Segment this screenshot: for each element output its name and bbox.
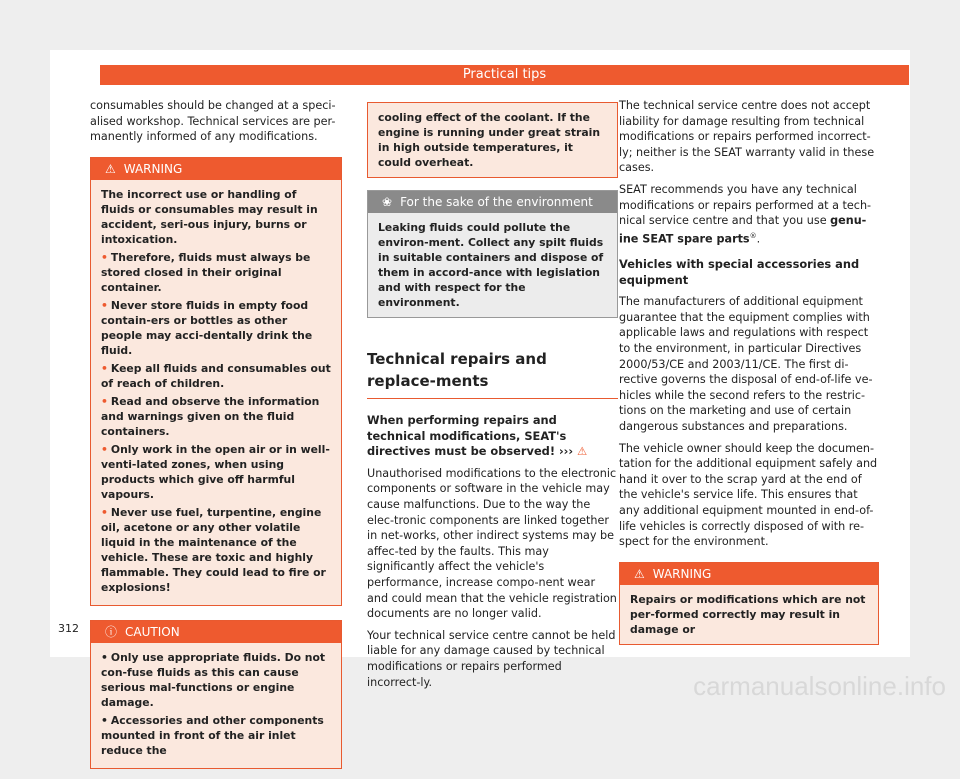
paragraph: Your technical service centre cannot be held liable for any damage caused by technical modifications or repairs performed incorrect-ly. bbox=[367, 628, 616, 689]
warning-lead: The incorrect use or handling of fluids or consumables may result in accident, seri-ous injury, burns or intoxication. bbox=[101, 187, 318, 246]
info-circle-icon: ⓘ bbox=[105, 624, 118, 639]
warning-item: • Only work in the open air or in well-venti-lated zones, when using products which give off harmful vapours. bbox=[101, 442, 330, 501]
paragraph: SEAT recommends you have any technical modifications or repairs performed at a tech-nical service centre and that you use genu-ine SEAT spare parts®. bbox=[619, 182, 872, 246]
watermark: carmanualsonline.info bbox=[693, 671, 946, 701]
warning-item: • Read and observe the information and warnings given on the fluid containers. bbox=[101, 394, 320, 438]
section-subheading: When performing repairs and technical modifications, SEAT's directives must be observed! ››› ⚠ bbox=[367, 413, 588, 459]
warning-triangle-icon: ⚠ bbox=[577, 444, 588, 459]
flower-icon: ❀ bbox=[382, 195, 393, 209]
column-2 bbox=[367, 102, 618, 696]
warning-label: WARNING bbox=[652, 566, 712, 581]
warning-triangle-icon: ⚠ bbox=[105, 161, 116, 176]
warning-item: • Never store fluids in empty food contain-ers or bottles as other people may acci-dentally drink the fluid. bbox=[101, 298, 313, 357]
paragraph: Unauthorised modifications to the electronic components or software in the vehicle may cause malfunctions. Due to the way the elec-tronic components are linked together in net-works, other indirect systems may be affec-ted by the faults. This may significantly affect the vehicle's performance, increase compo-nent wear and could mean that the vehicle registration documents are no longer valid. bbox=[367, 466, 617, 621]
warning-body bbox=[91, 180, 341, 605]
caution-item: • Accessories and other components mounted in front of the air inlet reduce the bbox=[101, 713, 324, 757]
column-3 bbox=[619, 98, 879, 655]
caution-continued-body: cooling effect of the coolant. If the engine is running under great strain in high outside temperatures, it could overheat. bbox=[368, 103, 617, 177]
environment-label: For the sake of the environment bbox=[400, 195, 593, 209]
warning-item: • Never use fuel, turpentine, engine oil, acetone or any other volatile liquid in the maintenance of the vehicle. These are toxic and highly flammable. They could lead to fire or explosions! bbox=[101, 505, 326, 594]
warning-header bbox=[91, 158, 341, 180]
page-number: 312 bbox=[58, 622, 79, 635]
warning-header bbox=[620, 563, 878, 585]
paragraph: The technical service centre does not accept liability for damage resulting from technical modifications or repairs performed incorrect-ly; neither is the SEAT warranty valid in these cases. bbox=[619, 99, 875, 175]
environment-box bbox=[367, 190, 618, 318]
warning-label: WARNING bbox=[123, 161, 183, 176]
caution-item: • Only use appropriate fluids. Do not con-fuse fluids as this can cause serious mal-functions or engine damage. bbox=[101, 650, 326, 709]
caution-label: CAUTION bbox=[125, 624, 180, 639]
subheading: Vehicles with special accessories and equipment bbox=[619, 257, 860, 287]
caution-header bbox=[91, 621, 341, 643]
warning-item: • Therefore, fluids must always be stored closed in their original container. bbox=[101, 250, 311, 294]
environment-header bbox=[368, 191, 617, 213]
caution-box bbox=[90, 620, 342, 769]
caution-body bbox=[91, 643, 341, 768]
paragraph: The vehicle owner should keep the documen-tation for the additional equipment safely and hand it over to the scrap yard at the end of the vehicle's service life. This ensures that any additional equipment mounted in end-of-life vehicles is correctly disposed of with re-spect for the environment. bbox=[619, 441, 878, 549]
warning-box bbox=[90, 157, 342, 606]
caution-continued-box bbox=[367, 102, 618, 178]
warning-item: • Keep all fluids and consumables out of reach of children. bbox=[101, 361, 331, 390]
section-heading: Technical repairs and replace-ments bbox=[367, 348, 618, 399]
intro-paragraph: consumables should be changed at a speci-alised workshop. Technical services are per-manently informed of any modifications. bbox=[90, 99, 336, 144]
warning-body: Repairs or modifications which are not per-formed correctly may result in damage or bbox=[620, 585, 878, 644]
environment-body: Leaking fluids could pollute the environ-ment. Collect any spilt fluids in suitable containers and dispose of them in accord-ance with legislation and with respect for the environment. bbox=[368, 213, 617, 317]
paragraph: The manufacturers of additional equipment guarantee that the equipment complies with applicable laws and regulations with respect to the environment, in particular Directives 2000/53/CE and 2003/11/CE. The first di-rective governs the disposal of end-of-life ve-hicles while the second refers to the restric-tions on the marketing and use of certain dangerous substances and preparations. bbox=[619, 295, 873, 434]
page-header: Practical tips bbox=[100, 65, 909, 85]
column-1 bbox=[90, 98, 342, 779]
warning-triangle-icon: ⚠ bbox=[634, 566, 645, 581]
warning-box-2 bbox=[619, 562, 879, 645]
